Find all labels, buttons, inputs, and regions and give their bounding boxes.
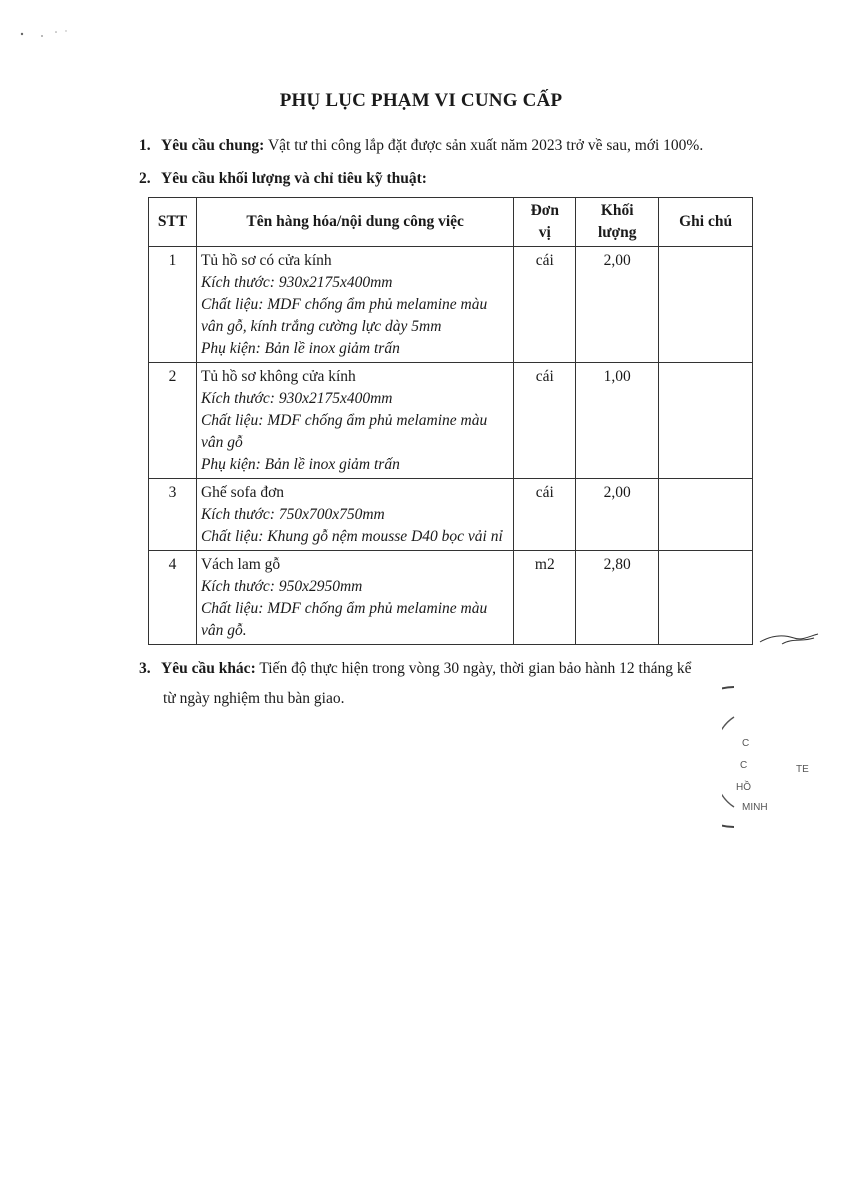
seal-fragment: HỒ <box>736 782 751 793</box>
item-detail: Kích thước: 930x2175x400mm <box>200 390 393 407</box>
cell-name <box>196 479 513 551</box>
cell-unit: m2 <box>514 551 576 645</box>
partial-seal-stamp <box>722 632 832 842</box>
item-name: Ghế sofa đơn <box>200 484 285 501</box>
section-text-continuation: từ ngày nghiệm thu bàn giao. <box>163 690 345 707</box>
section-text: Tiến độ thực hiện trong vòng 30 ngày, thời gian bảo hành 12 tháng kể <box>255 660 692 677</box>
header-unit-line1: Đơn <box>530 202 560 219</box>
section-number: 2. <box>139 170 151 187</box>
cell-unit: cái <box>514 247 576 363</box>
section-number: 1. <box>139 137 151 154</box>
cell-unit: cái <box>514 363 576 479</box>
cell-stt: 4 <box>149 551 197 645</box>
signature-scribble <box>760 634 818 644</box>
section-heading: Yêu cầu khác: <box>161 660 256 677</box>
item-detail: Kích thước: 930x2175x400mm <box>200 274 393 291</box>
seal-fragment: MINH <box>742 802 768 813</box>
cell-note <box>659 363 753 479</box>
section-text: Vật tư thi công lắp đặt được sản xuất năm 2023 trở về sau, mới 100%. <box>264 137 704 154</box>
seal-fragment: C <box>742 738 750 749</box>
item-detail: Kích thước: 750x700x750mm <box>200 506 385 523</box>
table-row <box>149 551 753 645</box>
item-detail: Chất liệu: MDF chống ẩm phủ melamine màu vân gỗ <box>200 412 488 451</box>
cell-note <box>659 479 753 551</box>
seal-fragment: TE <box>796 764 809 775</box>
section-quantity-specs <box>139 170 427 188</box>
cell-qty: 2,00 <box>576 247 659 363</box>
header-qty-line2: lượng <box>597 224 637 241</box>
item-name: Tủ hồ sơ không cửa kính <box>200 368 356 385</box>
item-name: Tủ hồ sơ có cửa kính <box>200 252 332 269</box>
cell-qty: 2,80 <box>576 551 659 645</box>
header-unit-line2: vị <box>538 224 551 241</box>
cell-stt: 2 <box>149 363 197 479</box>
cell-name <box>196 363 513 479</box>
cell-name <box>196 247 513 363</box>
item-detail: Phụ kiện: Bản lề inox giảm trấn <box>200 456 400 473</box>
item-name: Vách lam gỗ <box>200 556 281 573</box>
item-detail: Chất liệu: MDF chống ẩm phủ melamine màu vân gỗ. <box>200 600 488 639</box>
specification-table <box>148 197 753 645</box>
cell-note <box>659 551 753 645</box>
header-qty <box>576 198 659 247</box>
cell-stt: 1 <box>149 247 197 363</box>
header-qty-line1: Khối <box>600 202 634 219</box>
table-row <box>149 247 753 363</box>
table-header-row <box>149 198 753 247</box>
cell-name <box>196 551 513 645</box>
item-detail: Phụ kiện: Bản lề inox giảm trấn <box>200 340 400 357</box>
section-heading: Yêu cầu khối lượng và chỉ tiêu kỹ thuật: <box>161 170 427 187</box>
table-row <box>149 479 753 551</box>
document-title: PHỤ LỤC PHẠM VI CUNG CẤP <box>279 90 563 111</box>
item-detail: Chất liệu: MDF chống ẩm phủ melamine màu vân gỗ, kính trắng cường lực dày 5mm <box>200 296 488 335</box>
header-note: Ghi chú <box>659 198 753 247</box>
section-heading: Yêu cầu chung: <box>161 137 265 154</box>
section-other-requirements <box>139 660 692 678</box>
scan-specks <box>18 22 78 42</box>
header-name: Tên hàng hóa/nội dung công việc <box>196 198 513 247</box>
item-detail: Chất liệu: Khung gỗ nệm mousse D40 bọc vải nỉ <box>200 528 503 545</box>
table-row <box>149 363 753 479</box>
cell-qty: 2,00 <box>576 479 659 551</box>
cell-note <box>659 247 753 363</box>
item-detail: Kích thước: 950x2950mm <box>200 578 363 595</box>
seal-fragment: C <box>740 760 748 771</box>
cell-stt: 3 <box>149 479 197 551</box>
header-stt: STT <box>149 198 197 247</box>
cell-qty: 1,00 <box>576 363 659 479</box>
seal-inner-ring <box>722 717 734 807</box>
cell-unit: cái <box>514 479 576 551</box>
section-number: 3. <box>139 660 151 677</box>
section-general-requirements <box>139 137 703 155</box>
header-unit <box>514 198 576 247</box>
